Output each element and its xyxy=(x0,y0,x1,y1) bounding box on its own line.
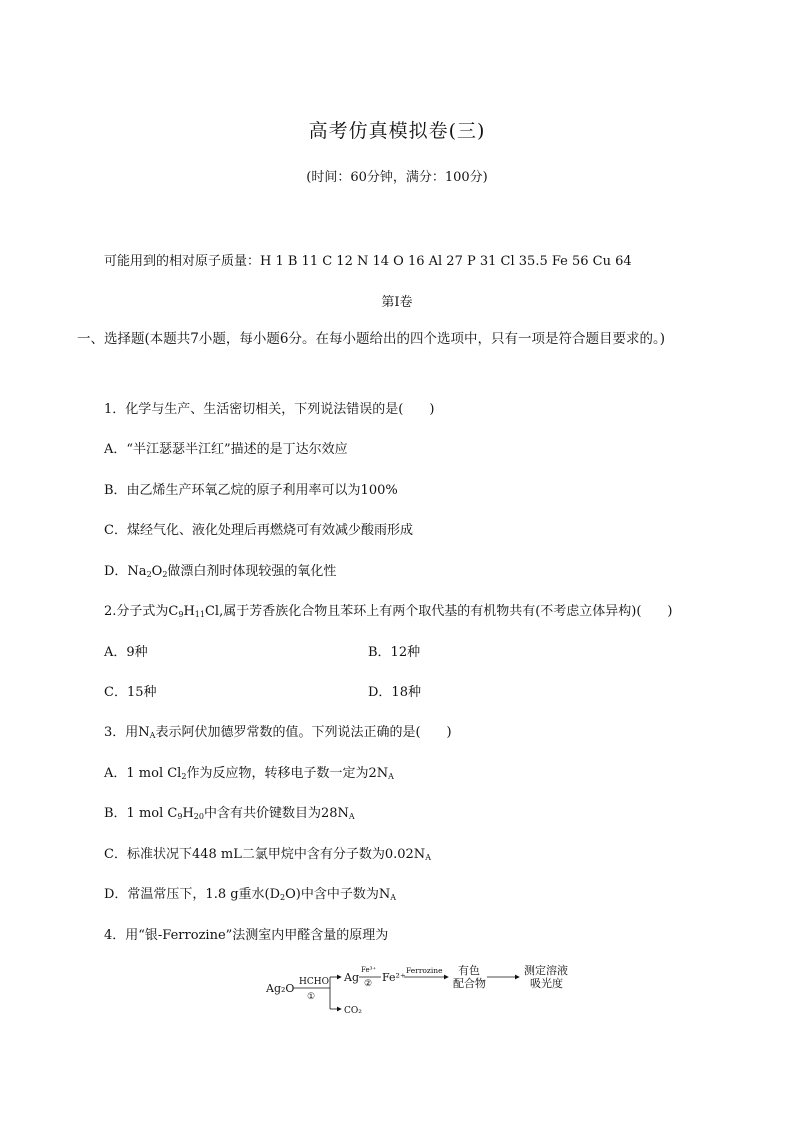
step2-label: ② xyxy=(364,979,373,989)
reagent-fe3: Fe³⁺ xyxy=(361,966,377,974)
final-line1: 测定溶液 xyxy=(524,964,568,977)
q2-stem: 2.分子式为$C_9H_{11}Cl$,属于芳香族化合物且苯环上有两个取代基的有机物共有(不考虑立体异构)( ) xyxy=(104,604,673,619)
q1-option-d: D．$Na_2O_2$做漂白剂时体现较强的氧化性 xyxy=(104,564,337,579)
q4-stem: 4．用“银-Ferrozine”法测室内甲醛含量的原理为 xyxy=(104,928,389,943)
q3-option-c: C．标准状况下448 mL二氯甲烷中含有分子数为$0.02N_A$ xyxy=(104,847,431,862)
atomic-masses: 可能用到的相对原子质量：H 1 B 11 C 12 N 14 O 16 Al 27 P 31 Cl 35.5 Fe 56 Cu 64 xyxy=(104,254,632,269)
product-co2: CO₂ xyxy=(344,1006,362,1016)
q3-option-b: B．1 mol $C_9H_{20}$中含有共价键数目为$28N_A$ xyxy=(104,806,355,821)
q3-stem: 3．用$N_A$表示阿伏加德罗常数的值。下列说法正确的是( ) xyxy=(104,725,452,740)
page-title: 高考仿真模拟卷(三) xyxy=(308,120,486,142)
q2-option-a: A．9种 xyxy=(104,645,148,660)
q3-option-a: A．1 mol $Cl_2$作为反应物，转移电子数一定为$2N_A$ xyxy=(104,766,394,781)
reaction-scheme xyxy=(264,958,594,1020)
reagent-ferrozine: Ferrozine xyxy=(406,966,443,975)
instruction-text: 一、选择题(本题共7小题，每小题6分。在每小题给出的四个选项中，只有一项是符合题目要求的。) xyxy=(77,331,665,347)
q1-option-b: B．由乙烯生产环氧乙烷的原子利用率可以为100% xyxy=(104,483,398,498)
product-fe2: Fe²⁺ xyxy=(382,971,406,984)
q3-option-d: D．常温常压下，1.8 g重水$(D_2O)$中含中子数为$N_A$ xyxy=(104,887,397,902)
reagent-hcho: HCHO xyxy=(299,977,329,987)
step1-label: ① xyxy=(307,992,316,1002)
section-title: 第Ⅰ卷 xyxy=(381,295,413,310)
q1-stem: 1．化学与生产、生活密切相关，下列说法错误的是( ) xyxy=(104,402,435,417)
product-colored-line1: 有色 xyxy=(458,964,480,977)
start-ag2o: Ag₂O xyxy=(266,982,295,995)
q1-option-c: C．煤经气化、液化处理后再燃烧可有效减少酸雨形成 xyxy=(104,523,413,538)
final-line2: 吸光度 xyxy=(530,977,563,990)
q1-option-a: A．“半江瑟瑟半江红”描述的是丁达尔效应 xyxy=(104,442,348,457)
q2-option-d: D．18种 xyxy=(368,685,421,700)
product-ag: Ag xyxy=(344,971,359,984)
q2-option-b: B．12种 xyxy=(368,645,421,660)
exam-time-score: (时间：60分钟，满分：100分) xyxy=(306,170,488,185)
q2-option-c: C．15种 xyxy=(104,685,157,700)
product-colored-line2: 配合物 xyxy=(453,977,486,990)
reaction-scheme-svg xyxy=(264,958,594,1020)
